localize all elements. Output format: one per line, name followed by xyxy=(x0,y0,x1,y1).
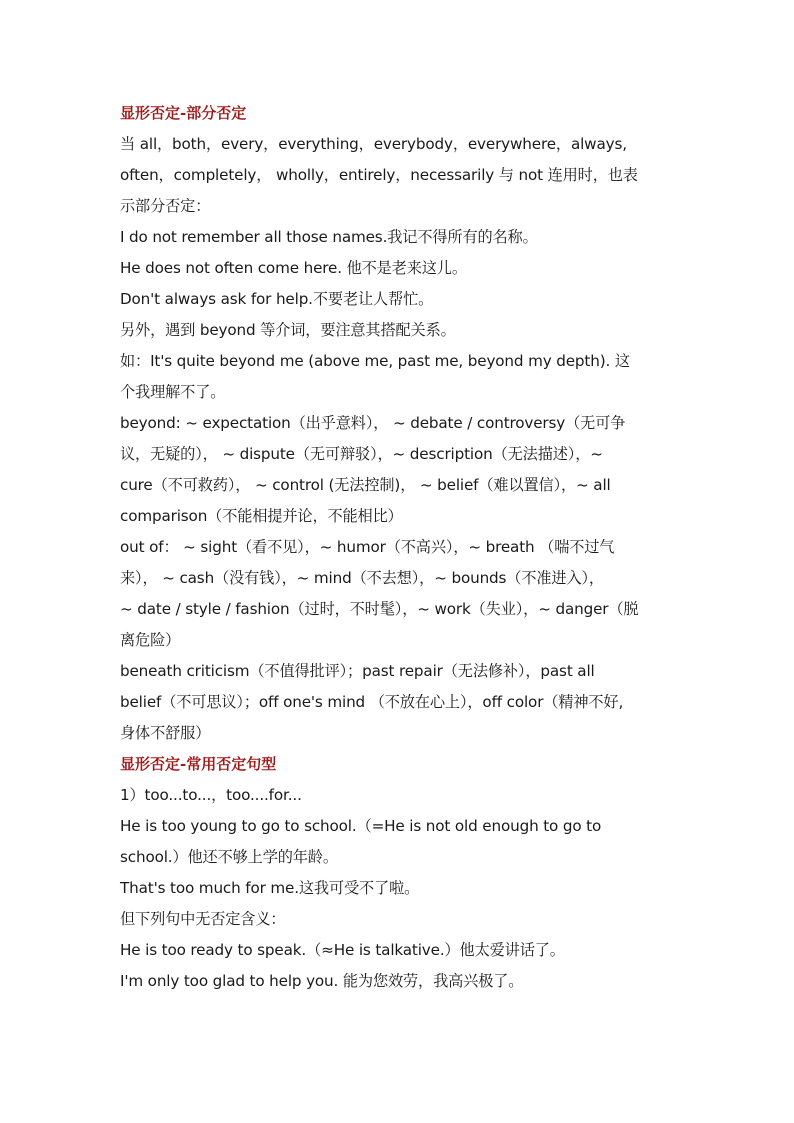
text-line: comparison（不能相提并论，不能相比） xyxy=(120,507,403,525)
text-line: ~ date / style / fashion（过时，不时髦），~ work（失业），~ danger（脱 xyxy=(120,600,639,618)
text-line: He is too young to go to school.（=He is not old enough to go to xyxy=(120,817,602,835)
text-line: 另外，遇到 beyond 等介词，要注意其搭配关系。 xyxy=(120,321,456,339)
text-line: cure（不可救药）， ~ control (无法控制)， ~ belief（难以置信），~ all xyxy=(120,476,611,494)
text-line: 议，无疑的）， ~ dispute（无可辩驳），~ description（无法描述），~ xyxy=(120,445,603,463)
section-body-common-negative-patterns xyxy=(120,780,680,997)
text-line: 示部分否定： xyxy=(120,197,211,215)
text-line: out of： ~ sight（看不见），~ humor（不高兴），~ breath （喘不过气 xyxy=(120,538,615,556)
text-line: beneath criticism（不值得批评）；past repair（无法修补），past all xyxy=(120,662,595,680)
text-line: He is too ready to speak.（≈He is talkative.）他太爱讲话了。 xyxy=(120,941,565,959)
text-line: 身体不舒服） xyxy=(120,724,211,742)
text-line: He does not often come here. 他不是老来这儿。 xyxy=(120,259,467,277)
text-line: I do not remember all those names.我记不得所有的名称。 xyxy=(120,228,538,246)
text-line: 当 all，both，every，everything，everybody，everywhere，always, xyxy=(120,135,627,153)
text-line: 个我理解不了。 xyxy=(120,383,226,401)
text-line: 但下列句中无否定含义： xyxy=(120,910,286,928)
text-line: school.）他还不够上学的年龄。 xyxy=(120,848,338,866)
text-line: often，completely， wholly，entirely，necessarily 与 not 连用时，也表 xyxy=(120,166,638,184)
text-line: I'm only too glad to help you. 能为您效劳，我高兴极了。 xyxy=(120,972,524,990)
text-line: Don't always ask for help.不要老让人帮忙。 xyxy=(120,290,434,308)
text-line: 来）， ~ cash（没有钱），~ mind（不去想），~ bounds（不准进入）， xyxy=(120,569,604,587)
text-line: That's too much for me.这我可受不了啦。 xyxy=(120,879,420,897)
section-heading-common-negative-patterns: 显形否定-常用否定句型 xyxy=(120,755,277,773)
text-line: belief（不可思议）；off one's mind （不放在心上），off color（精神不好, xyxy=(120,693,624,711)
section-body-partial-negation xyxy=(120,129,680,749)
text-line: 如：It's quite beyond me (above me, past me, beyond my depth). 这 xyxy=(120,352,630,370)
document-page xyxy=(120,98,680,997)
text-line: 离危险） xyxy=(120,631,181,649)
section-heading-partial-negation: 显形否定-部分否定 xyxy=(120,104,247,122)
text-line: beyond: ~ expectation（出乎意料）， ~ debate / controversy（无可争 xyxy=(120,414,626,432)
text-line: 1）too...to...，too....for... xyxy=(120,786,302,804)
